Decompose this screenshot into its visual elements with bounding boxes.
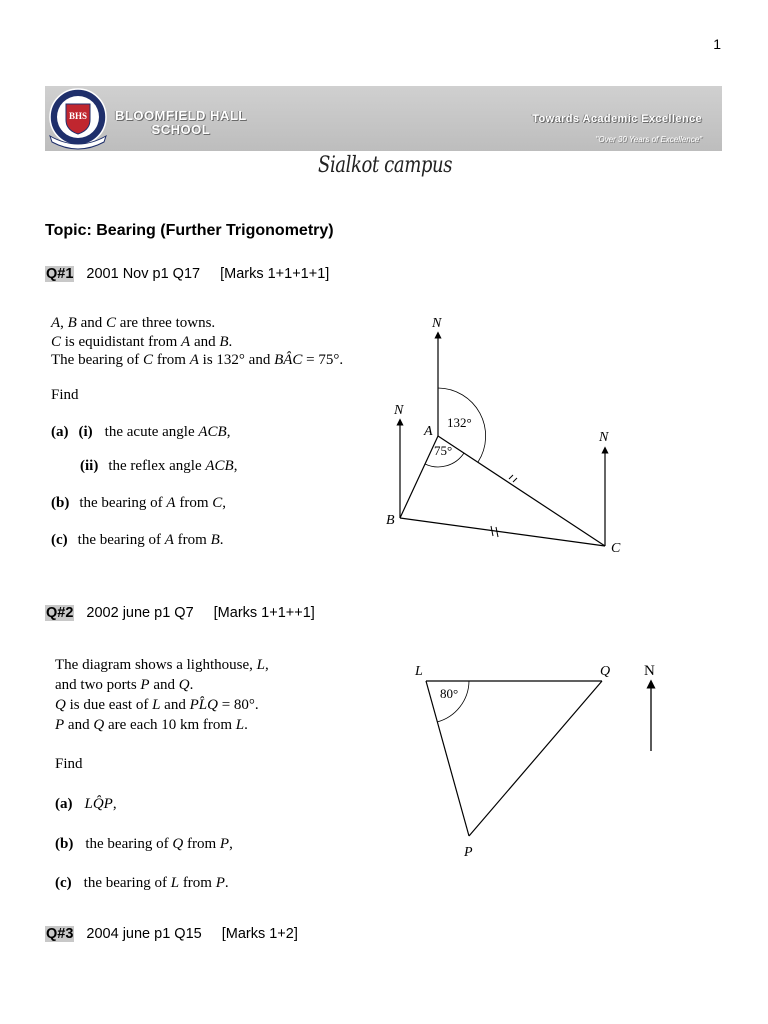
question-reference: 2004 june p1 Q15: [86, 926, 202, 942]
point-q-label: Q: [600, 664, 611, 679]
segment-ab: [400, 436, 438, 518]
school-name: [115, 109, 247, 137]
q1-part-c: (c) the bearing of A from B.: [51, 532, 224, 548]
question-label: Q#1: [46, 266, 74, 282]
q1-intro-line3: The bearing of C from A is 132° and BÂC = 75°.: [51, 352, 344, 368]
question-reference: 2002 june p1 Q7: [86, 605, 194, 621]
q1-part-a-ii: (ii) the reflex angle ACB,: [80, 458, 238, 474]
point-a-label: A: [424, 424, 433, 439]
page-number: 1: [713, 36, 721, 52]
q2-part-c: (c) the bearing of L from P.: [55, 875, 229, 891]
angle-l-label: 80°: [440, 686, 459, 701]
north-label-a: N: [432, 316, 442, 331]
segment-bc: [400, 518, 605, 546]
question-marks: [Marks 1+1+1+1]: [220, 266, 330, 282]
question-3-header: [45, 926, 298, 942]
q1-intro-line1: A, B and C are three towns.: [51, 315, 216, 331]
logo-initials: BHS: [68, 111, 88, 121]
question-2-header: [45, 605, 315, 621]
school-header-banner: [45, 86, 722, 151]
point-l-label: L: [415, 664, 423, 679]
segment-ac: [438, 436, 605, 546]
equal-tick-ac: [513, 478, 517, 482]
bearing-angle-label: 132°: [447, 415, 472, 430]
question-reference: 2001 Nov p1 Q17: [86, 266, 201, 282]
school-name-line1: BLOOMFIELD HALL: [115, 108, 247, 123]
q2-line1: The diagram shows a lighthouse, L,: [55, 657, 269, 673]
point-c-label: C: [611, 541, 621, 556]
question-marks: [Marks 1+2]: [221, 926, 298, 942]
question-1-header: [45, 266, 329, 282]
school-name-line2: SCHOOL: [151, 122, 211, 137]
q2-lighthouse-diagram: [405, 655, 675, 865]
school-motto: "Over 30 Years of Excellence": [595, 135, 702, 144]
north-label-b: N: [394, 403, 404, 418]
q2-line4: P and Q are each 10 km from L.: [55, 717, 248, 733]
segment-qp: [469, 681, 602, 836]
north-label: N: [644, 663, 655, 679]
question-1-text: [51, 314, 343, 370]
question-marks: [Marks 1+1++1]: [213, 605, 315, 621]
question-2-text: [55, 655, 269, 735]
equal-tick-bc: [496, 527, 498, 537]
north-label-c: N: [599, 430, 609, 445]
q2-part-b: (b) the bearing of Q from P,: [55, 836, 233, 852]
q1-intro-line2: C is equidistant from A and B.: [51, 333, 233, 350]
q1-find-label: Find: [51, 387, 79, 403]
school-tagline: Towards Academic Excellence: [532, 113, 702, 125]
q2-line3: Q is due east of L and PL̂Q = 80°.: [55, 697, 259, 713]
school-crest-logo: [46, 86, 110, 151]
q2-part-a: (a) LQ̂P,: [55, 796, 117, 812]
q2-find-label: Find: [55, 756, 83, 772]
angle-bac-label: 75°: [434, 443, 453, 458]
topic-heading: Topic: Bearing (Further Trigonometry): [45, 222, 334, 239]
point-p-label: P: [464, 845, 473, 860]
campus-name: Sialkot campus: [318, 153, 453, 178]
q1-part-a-i: (a) (i) the acute angle ACB,: [51, 424, 231, 440]
segment-lp: [426, 681, 469, 836]
q1-bearing-diagram: [370, 305, 640, 565]
question-label: Q#2: [46, 605, 74, 621]
point-b-label: B: [386, 513, 395, 528]
equal-tick-ac: [509, 475, 513, 479]
q1-part-b: (b) the bearing of A from C,: [51, 495, 227, 511]
q2-line2: and two ports P and Q.: [55, 677, 194, 693]
question-label: Q#3: [46, 926, 74, 942]
